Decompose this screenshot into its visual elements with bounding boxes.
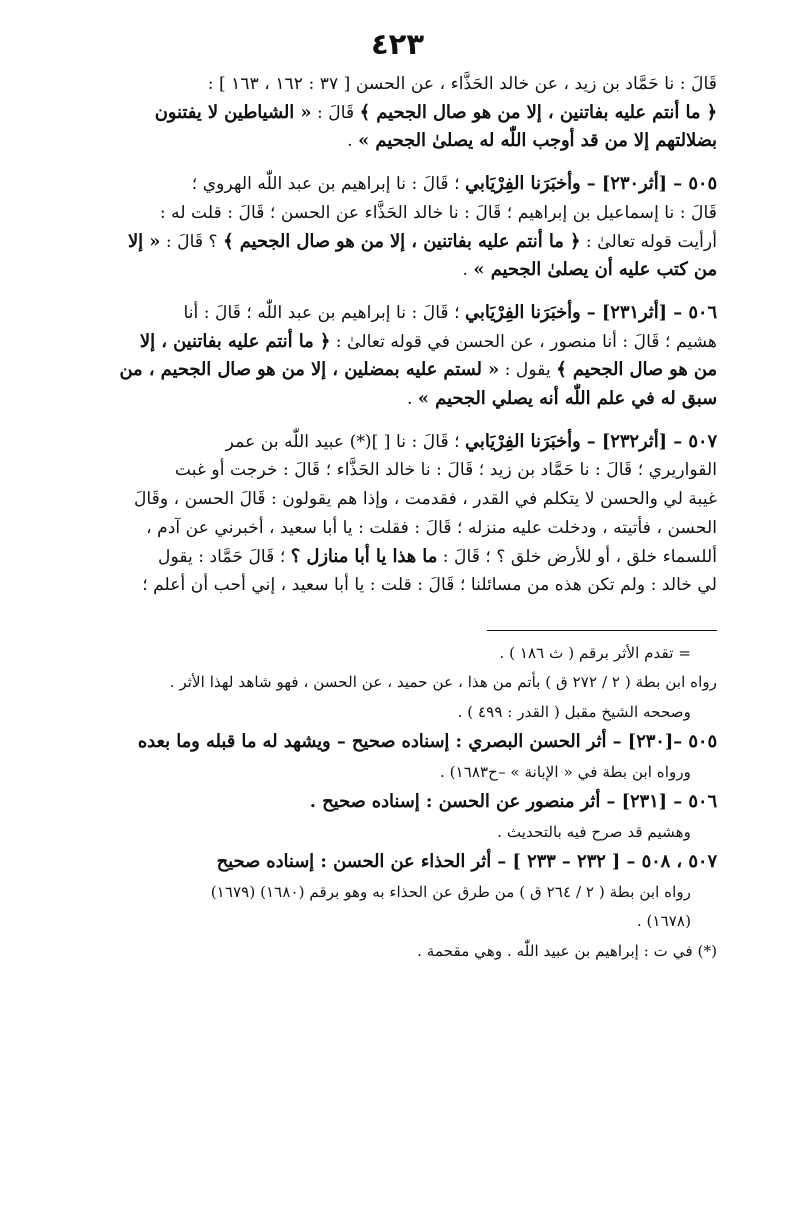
paragraph — [78, 170, 717, 285]
footnote-line — [78, 668, 717, 698]
footnote-line — [78, 787, 717, 818]
bold-text-segment: ﴿ ما أنتم عليه بفاتنين ، إلا من هو صال الجحيم ﴾ — [223, 230, 581, 252]
bold-text-segment: ٥٠٧ ، ٥٠٨ – [ ٢٣٢ – ٢٣٣ ] – أثر الحذاء عن الحسن : إسناده صحيح — [216, 851, 717, 873]
text-segment: . — [462, 260, 474, 281]
text-line — [78, 70, 717, 99]
text-line — [78, 356, 717, 385]
paragraph — [78, 299, 717, 414]
bold-text-segment: ٥٠٥ – [أثر٢٣٠] – وأخبَرَنا الفِرْيَابي — [465, 173, 717, 195]
text-line — [78, 99, 717, 128]
text-line — [78, 127, 717, 156]
footnote-line — [78, 698, 717, 728]
text-segment: هشيم ؛ قَالَ : أنا منصور ، عن الحسن في قوله تعالىٰ : — [330, 331, 717, 352]
text-line — [78, 514, 717, 543]
text-line — [78, 456, 717, 485]
bold-text-segment: « الشياطين لا يفتنون — [154, 101, 312, 123]
text-segment: وصححه الشيخ مقبل ( القدر : ٤٩٩ ) . — [457, 702, 691, 721]
text-segment: القواريري ؛ قَالَ : نا حَمَّاد بن زيد ؛ قَالَ : نا خالد الحَذَّاء ؛ قَالَ : خرجت أو غبت — [174, 460, 717, 481]
bold-text-segment: ﴿ ما أنتم عليه بفاتنين ، إلا — [139, 330, 331, 352]
footnote-line — [78, 818, 717, 848]
footnotes — [78, 639, 717, 967]
text-segment: . — [406, 389, 418, 410]
footnote-line — [78, 847, 717, 878]
text-segment: غيبة لي والحسن لا يتكلم في القدر ، فقدمت ، وإذا هم يقولون : قَالَ الحسن ، وقَالَ — [133, 489, 717, 510]
footnote-line — [78, 907, 717, 937]
bold-text-segment: ٥٠٥ –[٢٣٠] – أثر الحسن البصري : إسناده صحيح – ويشهد له ما قبله وما بعده — [137, 731, 717, 753]
bold-text-segment: من كتب عليه أن يصلىٰ الجحيم » — [473, 259, 717, 281]
footnote-separator — [487, 630, 717, 631]
paragraph — [78, 428, 717, 600]
text-segment: = تقدم الأثر برقم ( ث ١٨٦ ) . — [499, 643, 691, 662]
text-line — [78, 428, 717, 457]
bold-text-segment: « إلا — [127, 230, 161, 252]
bold-text-segment: ﴿ ما أنتم عليه بفاتنين ، إلا من هو صال الجحيم ﴾ — [359, 101, 717, 123]
text-line — [78, 385, 717, 414]
text-line — [78, 543, 717, 572]
text-segment: رواه ابن بطة ( ٢ / ٢٧٢ ق ) بأتم من هذا ، عن حميد ، عن الحسن ، فهو شاهد لهذا الأثر . — [169, 673, 717, 692]
text-segment: أرأيت قوله تعالىٰ : — [580, 231, 717, 252]
text-segment: . — [347, 131, 359, 152]
text-line — [78, 199, 717, 228]
text-line — [78, 228, 717, 257]
text-segment: ورواه ابن بطة في « الإبانة » –ح١٦٨٣) . — [439, 762, 691, 781]
bold-text-segment: ٥٠٦ – [٢٣١] – أثر منصور عن الحسن : إسناده صحيح . — [309, 791, 717, 813]
footnote-line — [78, 758, 717, 788]
footnote-line — [78, 878, 717, 908]
bold-text-segment: بضلالتهم إلا من قد أوجب اللّٰه له يصلىٰ الجحيم » — [358, 130, 717, 152]
text-segment: قَالَ : نا حَمَّاد بن زيد ، عن خالد الحَذَّاء ، عن الحسن [ ٣٧ : ١٦٢ ، ١٦٣ ] : — [207, 74, 717, 94]
text-segment: (١٦٧٨) . — [636, 912, 691, 931]
text-segment: ؟ قَالَ : — [160, 231, 224, 252]
text-segment: رواه ابن بطة ( ٢ / ٢٦٤ ق ) من طرق عن الحذاء به وهو برقم (١٦٨٠) (١٦٧٩) — [210, 882, 691, 901]
footnote-line — [78, 639, 717, 669]
bold-text-segment: « لستم عليه بمضلين ، إلا من هو صال الجحيم ، من — [119, 359, 500, 381]
bold-text-segment: من هو صال الجحيم ﴾ — [556, 359, 717, 381]
text-segment: قَالَ : — [311, 102, 360, 123]
text-line — [78, 170, 717, 199]
text-line — [78, 328, 717, 357]
text-segment: الحسن ، فأتيته ، ودخلت عليه منزله ؛ قَالَ : فقلت : يا أبا سعيد ، أخبرني عن آدم ، — [146, 517, 717, 538]
bold-text-segment: ٥٠٧ – [أثر٢٣٢] – وأخبَرَنا الفِرْيَابي — [465, 430, 717, 452]
main-text — [78, 70, 717, 600]
text-segment: ؛ قَالَ حَمَّاد : يقول — [157, 546, 291, 567]
text-segment: وهشيم قد صرح فيه بالتحديث . — [497, 822, 691, 841]
text-segment: ؛ قَالَ : نا [ ](*) عبيد اللّٰه بن عمر — [225, 431, 466, 452]
text-line — [78, 256, 717, 285]
bold-text-segment: ما هذا يا أبا منازل ؟ — [290, 545, 438, 567]
text-line — [78, 299, 717, 328]
text-segment: يقول : — [499, 360, 557, 381]
text-line — [78, 485, 717, 514]
bold-text-segment: ٥٠٦ – [أثر٢٣١] – وأخبَرَنا الفِرْيَابي — [465, 301, 717, 323]
footnote-line — [78, 937, 717, 967]
footnote-separator-wrap — [78, 630, 717, 631]
text-segment: لي خالد : ولم تكن هذه من مسائلنا ؛ قَالَ : قلت : يا أبا سعيد ، إني أحب أن أعلم ؛ — [142, 575, 717, 596]
paragraph — [78, 70, 717, 156]
text-segment: أللسماء خلق ، أو للأرض خلق ؟ ؛ قَالَ : — [437, 546, 717, 567]
text-segment: قَالَ : نا إسماعيل بن إبراهيم ؛ قَالَ : نا خالد الحَذَّاء عن الحسن ؛ قَالَ : قلت له : — [159, 202, 717, 223]
text-segment: ؛ قَالَ : نا إبراهيم بن عبد اللّٰه الهروي ؛ — [191, 174, 466, 195]
bold-text-segment: سبق له في علم اللّٰه أنه يصلي الجحيم » — [417, 388, 717, 410]
footnote-line — [78, 727, 717, 758]
text-segment: ؛ قَالَ : نا إبراهيم بن عبد اللّٰه ؛ قَالَ : أنا — [183, 302, 466, 323]
text-segment: (*) في ت : إبراهيم بن عبيد اللّٰه . وهي مقحمة . — [417, 941, 717, 960]
text-line — [78, 571, 717, 600]
page-number: ٤٢٣ — [370, 27, 425, 61]
